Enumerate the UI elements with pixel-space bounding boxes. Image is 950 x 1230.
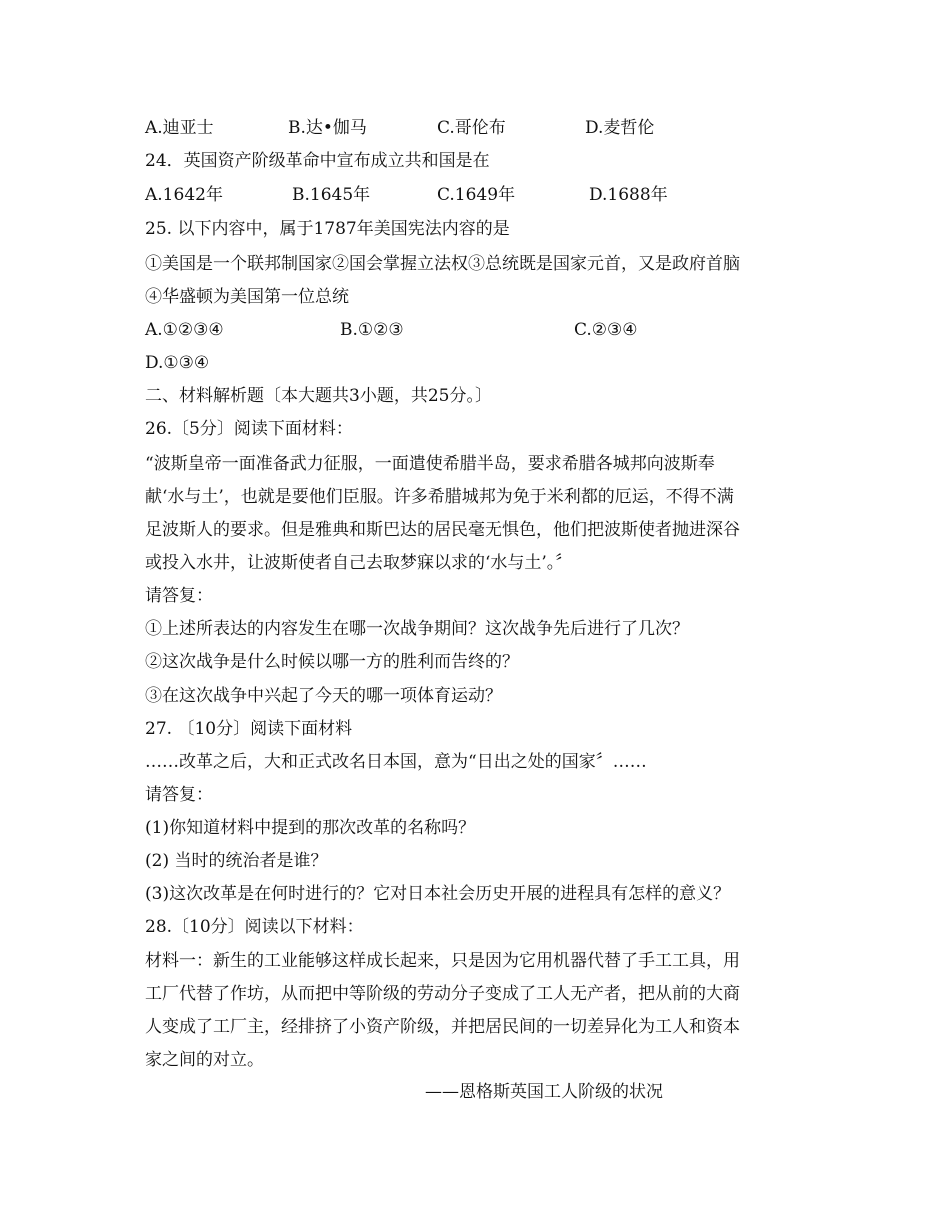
- q28-material-line: 工厂代替了作坊，从而把中等阶级的劳动分子变成了工人无产者，把从前的大商: [145, 984, 740, 1004]
- q26-material-line: 献‘水与土’，也就是要他们臣服。许多希腊城邦为免于米利都的厄运，不得不满: [145, 487, 734, 507]
- q26-question-1: ①上述所表达的内容发生在哪一次战争期间？这次战争先后进行了几次？: [145, 619, 689, 639]
- q25-option-a: A.①②③④: [145, 320, 224, 340]
- q26-material-line: “波斯皇帝一面准备武力征服，一面遣使希腊半岛，要求希腊各城邦向波斯奉: [145, 454, 715, 474]
- q26-material-line: 或投入水井，让波斯使者自己去取梦寐以求的‘水与土’。〞: [145, 553, 573, 573]
- q23-option-c: C.哥伦布: [437, 118, 506, 138]
- q25-stem: 25. 以下内容中，属于1787年美国宪法内容的是: [145, 219, 510, 239]
- q26-stem: 26.〔5分〕阅读下面材料：: [145, 419, 353, 439]
- q25-option-b: B.①②③: [340, 320, 404, 340]
- q27-question-2: (2) 当时的统治者是谁？: [145, 851, 328, 871]
- section-heading: 二、材料解析题〔本大题共3小题，共25分。〕: [145, 386, 492, 406]
- q25-option-c: C.②③④: [574, 320, 638, 340]
- q23-option-a: A.迪亚士: [145, 118, 214, 138]
- q23-option-d: D.麦哲伦: [585, 118, 655, 138]
- q27-stem: 27. 〔10分〕阅读下面材料: [145, 719, 353, 739]
- q24-options: [145, 182, 825, 208]
- q24-stem: 24．英国资产阶级革命中宣布成立共和国是在: [145, 151, 490, 171]
- q26-answer-prompt: 请答复：: [145, 586, 213, 606]
- q25-items-line2: ④华盛顿为美国第一位总统: [145, 287, 349, 307]
- q24-option-c: C.1649年: [437, 185, 516, 205]
- q28-material-line: 家之间的对立。: [145, 1050, 264, 1070]
- q27-material: ……改革之后，大和正式改名日本国，意为“日出之处的国家〞……: [145, 752, 647, 772]
- q25-option-d: D.①③④: [145, 353, 210, 373]
- q28-material-line: 材料一：新生的工业能够这样成长起来，只是因为它用机器代替了手工工具，用: [145, 951, 740, 971]
- q26-question-2: ②这次战争是什么时候以哪一方的胜利而告终的？: [145, 652, 519, 672]
- q23-options: [145, 115, 825, 141]
- q23-option-b: B.达•伽马: [288, 118, 367, 138]
- q27-question-1: (1)你知道材料中提到的那次改革的名称吗？: [145, 818, 476, 838]
- q26-question-3: ③在这次战争中兴起了今天的哪一项体育运动？: [145, 686, 502, 706]
- q28-source-citation: ——恩格斯英国工人阶级的状况: [425, 1082, 663, 1102]
- q24-option-a: A.1642年: [145, 185, 223, 205]
- q24-option-b: B.1645年: [292, 185, 371, 205]
- q25-items-line1: ①美国是一个联邦制国家②国会掌握立法权③总统既是国家元首，又是政府首脑: [145, 254, 740, 274]
- q24-option-d: D.1688年: [589, 185, 668, 205]
- q27-question-3: (3)这次改革是在何时进行的？它对日本社会历史开展的进程具有怎样的意义？: [145, 884, 731, 904]
- q26-material-line: 足波斯人的要求。但是雅典和斯巴达的居民毫无惧色，他们把波斯使者抛进深谷: [145, 520, 740, 540]
- q25-options: [145, 317, 825, 343]
- q27-answer-prompt: 请答复：: [145, 785, 213, 805]
- q28-stem: 28.〔10分〕阅读以下材料：: [145, 917, 364, 937]
- q28-material-line: 人变成了工厂主，经排挤了小资产阶级，并把居民间的一切差异化为工人和资本: [145, 1017, 740, 1037]
